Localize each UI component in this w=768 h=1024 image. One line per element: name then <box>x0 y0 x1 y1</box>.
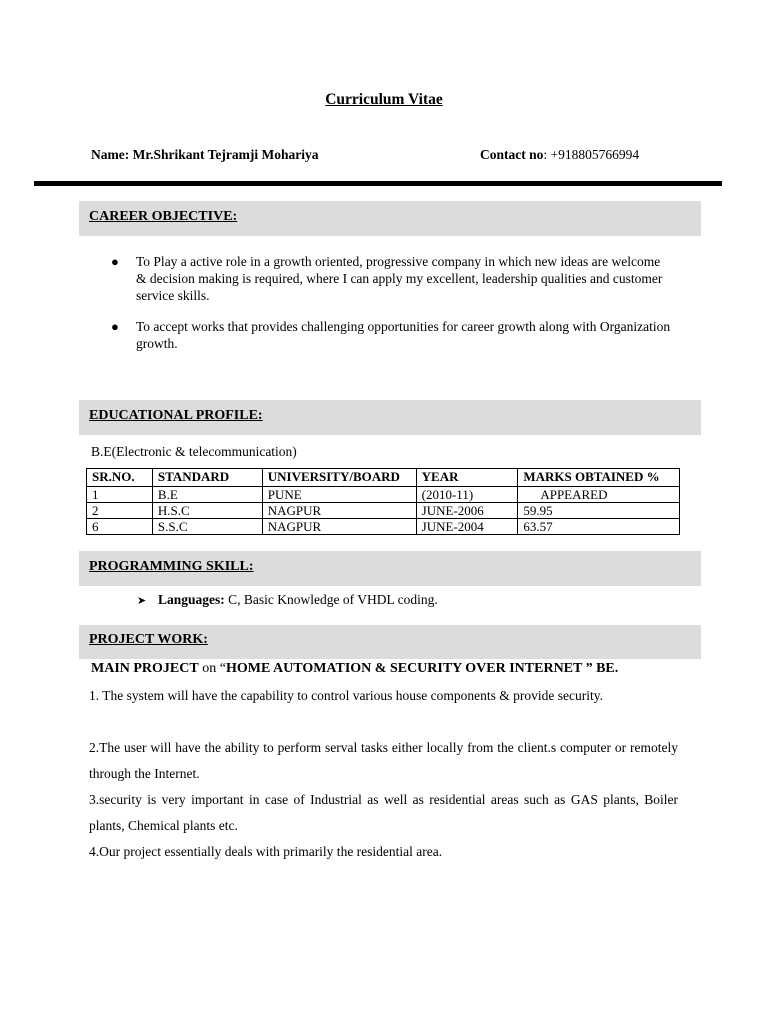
column-header: UNIVERSITY/BOARD <box>262 469 416 487</box>
table-cell: 2 <box>87 503 153 519</box>
table-cell: NAGPUR <box>262 519 416 535</box>
name-label: Name: <box>91 147 130 162</box>
name-value: Mr.Shrikant Tejramji Mohariya <box>132 147 319 162</box>
table-cell: H.S.C <box>152 503 262 519</box>
bullet-icon: ● <box>111 254 119 269</box>
main-project-line <box>91 661 618 677</box>
project-work-section-header <box>79 625 701 659</box>
document-title: Curriculum Vitae <box>325 91 443 108</box>
table-cell: APPEARED <box>518 487 680 503</box>
name-line <box>91 147 319 163</box>
main-project-on: on “ <box>198 661 226 676</box>
project-point: 4.Our project essentially deals with primarily the residential area. <box>89 844 443 859</box>
bullet-icon: ● <box>111 319 119 334</box>
list-item: ● To accept works that provides challenging opportunities for career growth along with Organization growth. <box>111 319 671 351</box>
programming-skill-heading: PROGRAMMING SKILL: <box>89 559 254 574</box>
arrow-bullet-icon: ➤ <box>137 595 147 607</box>
table-cell: 1 <box>87 487 153 503</box>
table-row <box>87 487 680 503</box>
main-project-label: MAIN PROJECT <box>91 661 199 676</box>
table-cell: NAGPUR <box>262 503 416 519</box>
career-objective-section-header <box>79 201 701 236</box>
column-header: YEAR <box>416 469 518 487</box>
career-objective-list <box>111 253 671 366</box>
languages-value: C, Basic Knowledge of VHDL coding. <box>224 592 438 607</box>
contact-value: : +918805766994 <box>543 147 640 162</box>
project-point: 2.The user will have the ability to perform serval tasks either locally from the client.s computer or remotely through the Internet. <box>89 740 678 781</box>
educational-profile-section-header <box>79 400 701 435</box>
project-work-heading: PROJECT WORK: <box>89 632 208 647</box>
table-row <box>87 519 680 535</box>
degree-label: B.E(Electronic & telecommunication) <box>91 444 297 459</box>
header-divider <box>34 181 722 186</box>
table-cell: PUNE <box>262 487 416 503</box>
column-header: MARKS OBTAINED % <box>518 469 680 487</box>
education-table <box>86 468 680 535</box>
table-cell: B.E <box>152 487 262 503</box>
table-row <box>87 503 680 519</box>
table-cell: JUNE-2006 <box>416 503 518 519</box>
languages-label: Languages: <box>158 592 225 607</box>
table-cell: 59.95 <box>518 503 680 519</box>
programming-skill-section-header <box>79 551 701 586</box>
table-cell: 6 <box>87 519 153 535</box>
table-cell: 63.57 <box>518 519 680 535</box>
main-project-title: HOME AUTOMATION & SECURITY OVER INTERNET ” BE. <box>225 661 619 676</box>
column-header: STANDARD <box>152 469 262 487</box>
educational-profile-heading: EDUCATIONAL PROFILE: <box>89 408 263 423</box>
table-cell: S.S.C <box>152 519 262 535</box>
table-header-row <box>87 469 680 487</box>
contact-line <box>480 147 639 163</box>
project-point: 3.security is very important in case of Industrial as well as residential areas such as GAS plants, Boiler plants, Chemical plants etc. <box>89 792 678 833</box>
languages-line <box>137 592 438 608</box>
table-cell: JUNE-2004 <box>416 519 518 535</box>
career-objective-heading: CAREER OBJECTIVE: <box>89 209 238 224</box>
table-cell: (2010-11) <box>416 487 518 503</box>
column-header: SR.NO. <box>87 469 153 487</box>
contact-label: Contact no <box>480 147 544 162</box>
list-item: ● To Play a active role in a growth oriented, progressive company in which new ideas are welcome & decision making is required, where I can apply my excellent, leadership qualities and customer service skills. <box>111 254 663 303</box>
project-point: 1. The system will have the capability to control various house components & provide security. <box>89 688 604 703</box>
